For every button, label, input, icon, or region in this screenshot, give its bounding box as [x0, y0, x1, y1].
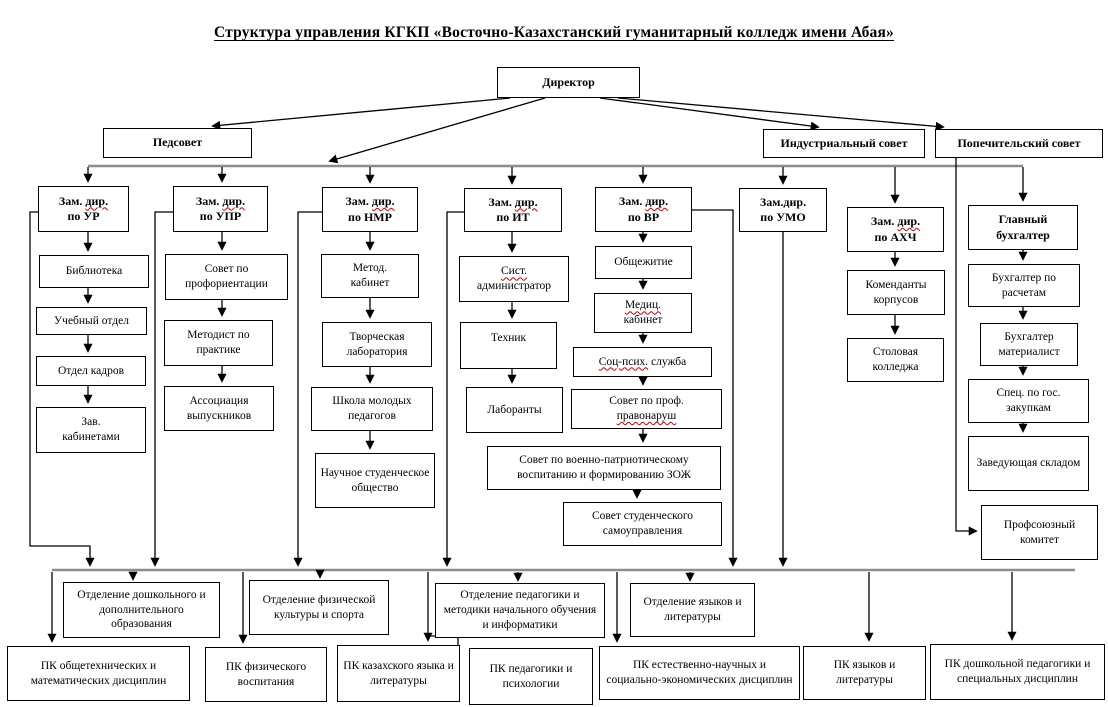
node-zam-umo: Зам.дир. по УМО — [739, 188, 827, 232]
node-pk-natural-social-sciences: ПК естественно-научных и социально-экономических дисциплин — [599, 646, 800, 700]
node-zam-ahch: Зам. дир. по АХЧ — [847, 207, 944, 252]
node-building-superintendents: Коменданты корпусов — [847, 270, 945, 315]
node-college-canteen: Столовая колледжа — [847, 338, 944, 382]
node-dept-physical-culture: Отделение физической культуры и спорта — [249, 580, 389, 635]
node-technician: Техник — [460, 322, 557, 369]
node-student-science-society: Научное студенческое общество — [315, 453, 435, 508]
node-dept-pedagogy-informatics: Отделение педагогики и методики начального обучения и информатики — [435, 583, 605, 638]
node-industrial-council: Индустриальный совет — [763, 129, 925, 158]
node-dept-languages-literature: Отделение языков и литературы — [630, 583, 755, 637]
node-pk-preschool-special: ПК дошкольной педагогики и специальных дисциплин — [930, 644, 1105, 700]
node-director: Директор — [497, 67, 640, 98]
node-zam-upr: Зам. дир. по УПР — [173, 186, 268, 232]
node-hr-department: Отдел кадров — [36, 356, 146, 386]
node-military-patriotic-council: Совет по военно-патриотическому воспитанию и формированию ЗОЖ — [487, 446, 721, 490]
node-creative-laboratory: Творческая лаборатория — [322, 322, 432, 367]
node-system-administrator: Сист. администратор — [459, 256, 569, 302]
node-social-psych-service: Соц-псих. служба — [573, 347, 712, 377]
node-chief-accountant: Главный бухгалтер — [968, 205, 1078, 250]
node-settlement-accountant: Бухгалтер по расчетам — [968, 264, 1080, 307]
node-pk-technical-math: ПК общетехнических и математических дисциплин — [7, 646, 190, 701]
node-materials-accountant: Бухгалтер материалист — [980, 323, 1078, 366]
node-offense-prevention-council: Совет по проф. правонаруш — [571, 389, 722, 429]
node-pedsovet: Педсовет — [103, 128, 252, 158]
node-practice-methodist: Методист по практике — [164, 320, 273, 366]
node-young-teachers-school: Школа молодых педагогов — [311, 387, 433, 431]
node-classroom-heads: Зав. кабинетами — [36, 407, 146, 453]
node-warehouse-manager: Заведующая складом — [968, 436, 1089, 491]
diagram-title: Структура управления КГКП «Восточно-Казахстанский гуманитарный колледж имени Абая» — [213, 24, 895, 41]
node-pk-pedagogy-psychology: ПК педагогики и психологии — [469, 648, 593, 705]
node-trustees-council: Попечительский совет — [935, 129, 1103, 158]
node-dormitory: Общежитие — [595, 246, 692, 279]
node-trade-union-committee: Профсоюзный комитет — [981, 505, 1098, 560]
node-alumni-association: Ассоциация выпускников — [164, 386, 274, 431]
node-zam-vr: Зам. дир. по ВР — [595, 187, 692, 232]
node-student-self-government: Совет студенческого самоуправления — [563, 502, 722, 546]
node-library: Библиотека — [39, 255, 149, 288]
node-pk-kazakh-language: ПК казахского языка и литературы — [337, 645, 460, 702]
node-pk-languages-literature: ПК языков и литературы — [803, 646, 926, 700]
node-career-guidance-council: Совет по профориентации — [165, 254, 288, 300]
node-medical-office: Медиц. кабинет — [594, 293, 692, 333]
node-pk-physical-education: ПК физического воспитания — [205, 647, 327, 702]
node-method-office: Метод. кабинет — [321, 254, 419, 298]
node-zam-it: Зам. дир. по ИТ — [464, 188, 562, 232]
node-dept-preschool-education: Отделение дошкольного и дополнительного образования — [63, 582, 220, 638]
node-procurement-specialist: Спец. по гос. закупкам — [968, 379, 1089, 423]
node-zam-nmr: Зам. дир. по НМР — [322, 187, 418, 232]
node-zam-ur: Зам. дир. по УР — [38, 186, 129, 232]
node-lab-assistants: Лаборанты — [466, 387, 563, 433]
node-study-department: Учебный отдел — [36, 307, 147, 335]
